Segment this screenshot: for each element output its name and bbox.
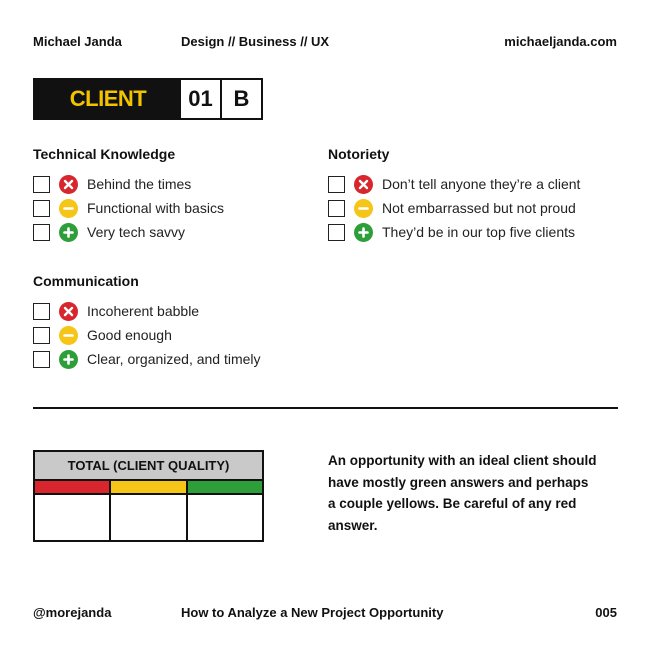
option-label: Not embarrassed but not proud	[382, 200, 576, 216]
option-checkbox[interactable]	[33, 327, 50, 344]
option-row[interactable]	[328, 198, 576, 218]
option-label: Behind the times	[87, 176, 192, 192]
option-checkbox[interactable]	[328, 176, 345, 193]
total-yellow-band	[109, 481, 185, 493]
section-divider	[33, 407, 618, 409]
option-label: Clear, organized, and timely	[87, 351, 261, 367]
section-title-notoriety: Notoriety	[328, 146, 390, 162]
tagline: Design // Business // UX	[181, 34, 330, 49]
option-checkbox[interactable]	[33, 200, 50, 217]
total-color-bar	[35, 481, 262, 495]
total-red-cell[interactable]	[35, 495, 109, 542]
minus-circle-icon	[59, 326, 78, 345]
option-label: Very tech savvy	[87, 224, 186, 240]
total-green-cell[interactable]	[186, 495, 262, 542]
total-red-band	[35, 481, 109, 493]
author-name: Michael Janda	[33, 34, 122, 49]
x-circle-icon	[59, 175, 78, 194]
x-circle-icon	[354, 175, 373, 194]
total-table-title: TOTAL (CLIENT QUALITY)	[35, 452, 262, 481]
option-label: Good enough	[87, 327, 172, 343]
option-row[interactable]	[33, 222, 185, 242]
option-row[interactable]	[328, 222, 575, 242]
client-letter: B	[220, 80, 261, 118]
option-label: Incoherent babble	[87, 303, 200, 319]
total-client-quality-table	[33, 450, 264, 542]
client-badge	[33, 78, 263, 120]
option-row[interactable]	[33, 349, 261, 369]
section-title-communication: Communication	[33, 273, 139, 289]
option-checkbox[interactable]	[33, 224, 50, 241]
x-circle-icon	[59, 302, 78, 321]
page-number: 005	[595, 605, 617, 620]
option-checkbox[interactable]	[328, 224, 345, 241]
option-checkbox[interactable]	[33, 351, 50, 368]
social-handle[interactable]: @morejanda	[33, 605, 112, 620]
total-tally-cells	[35, 495, 262, 542]
total-yellow-cell[interactable]	[109, 495, 185, 542]
section-title-technical-knowledge: Technical Knowledge	[33, 146, 176, 162]
option-row[interactable]	[33, 301, 199, 321]
option-checkbox[interactable]	[33, 176, 50, 193]
option-row[interactable]	[33, 325, 172, 345]
minus-circle-icon	[354, 199, 373, 218]
option-row[interactable]	[33, 198, 224, 218]
plus-circle-icon	[354, 223, 373, 242]
option-checkbox[interactable]	[328, 200, 345, 217]
option-label: They’d be in our top five clients	[382, 224, 575, 240]
minus-circle-icon	[59, 199, 78, 218]
plus-circle-icon	[59, 223, 78, 242]
website-link[interactable]: michaeljanda.com	[504, 34, 617, 49]
client-number: 01	[188, 86, 213, 111]
option-label: Functional with basics	[87, 200, 224, 216]
total-green-band	[186, 481, 262, 493]
option-checkbox[interactable]	[33, 303, 50, 320]
option-row[interactable]	[328, 174, 580, 194]
client-badge-label: CLIENT	[35, 80, 181, 118]
plus-circle-icon	[59, 350, 78, 369]
option-label: Don’t tell anyone they’re a client	[382, 176, 581, 192]
option-row[interactable]	[33, 174, 191, 194]
guidance-note: An opportunity with an ideal client should have mostly green answers and perhaps a couple yellows. Be careful of any red answer.	[328, 453, 597, 533]
footer-title: How to Analyze a New Project Opportunity	[181, 605, 444, 620]
